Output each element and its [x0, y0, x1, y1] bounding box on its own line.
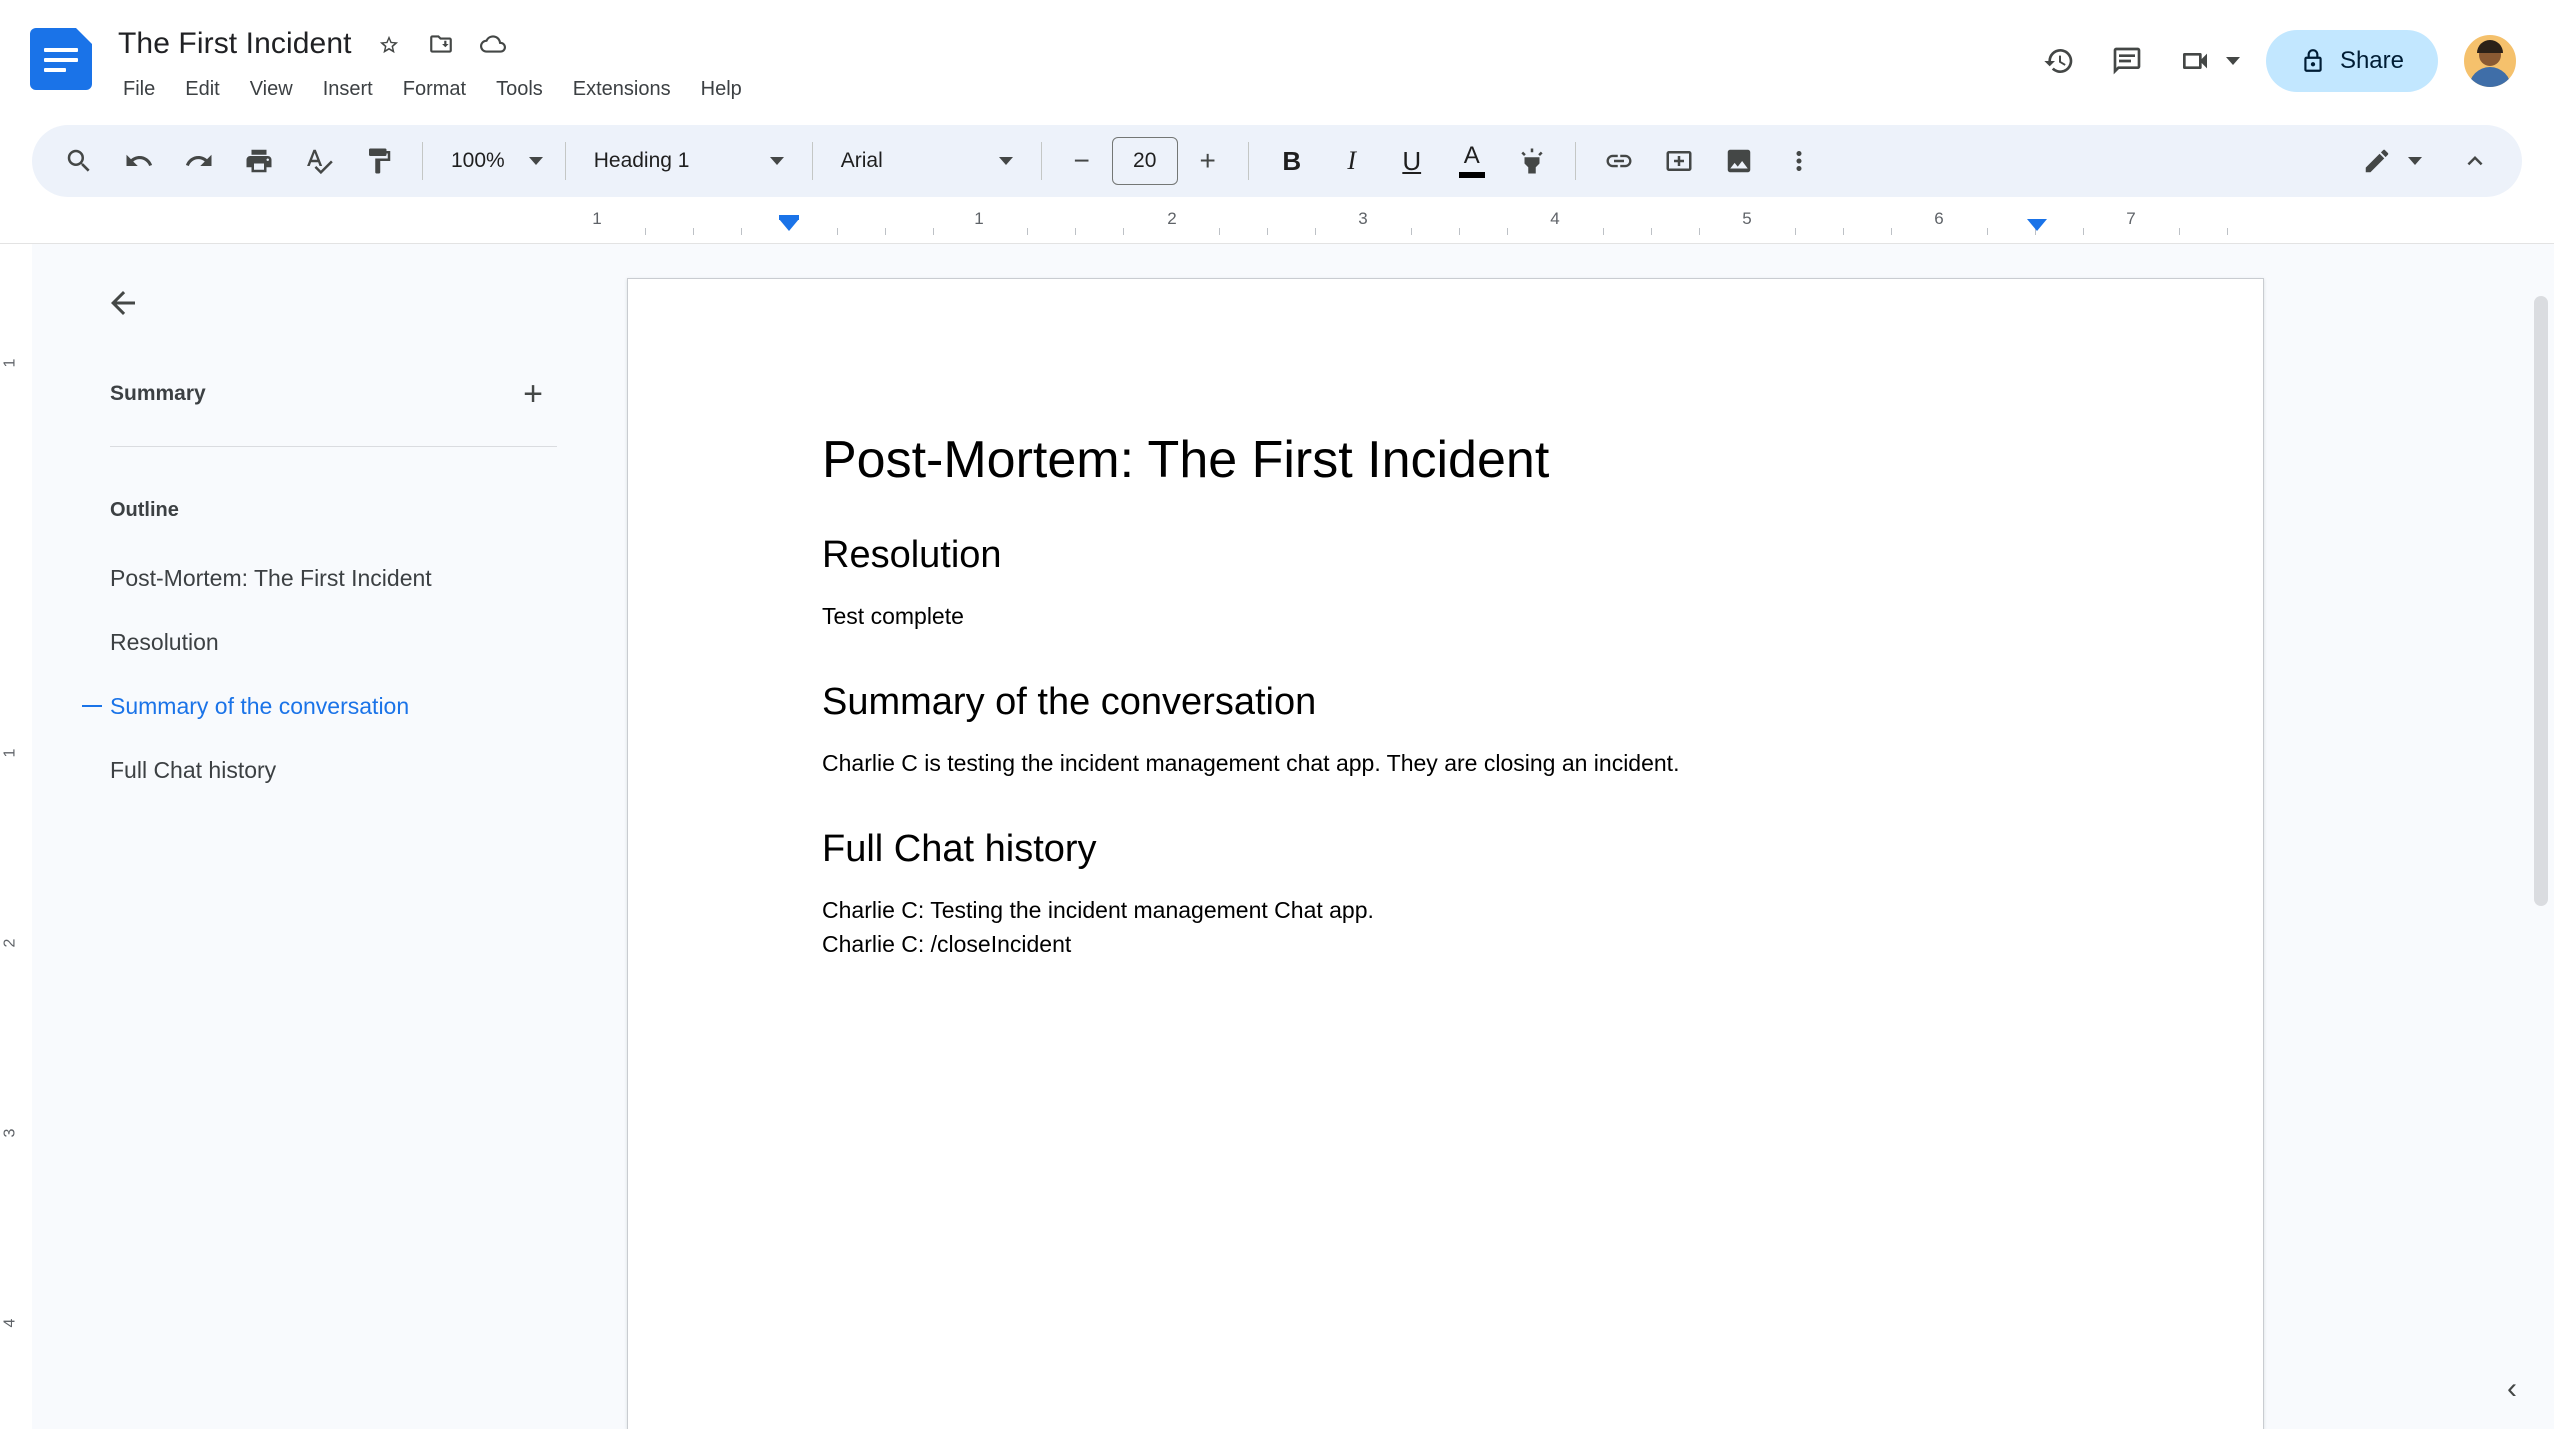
- menu-tools[interactable]: Tools: [496, 78, 543, 100]
- ruler-tick: [1075, 228, 1076, 235]
- redo-icon[interactable]: [170, 132, 228, 190]
- editing-mode-group: [2348, 132, 2422, 190]
- chevron-down-icon: [770, 157, 784, 165]
- section-heading[interactable]: Full Chat history: [822, 827, 1097, 870]
- active-outline-dash-icon: [82, 705, 102, 707]
- print-icon[interactable]: [230, 132, 288, 190]
- summary-row: [110, 370, 557, 418]
- ruler-tick: [693, 228, 694, 235]
- decrease-font-size-button[interactable]: −: [1073, 145, 1090, 176]
- ruler-tick: [1843, 228, 1844, 235]
- doc-title[interactable]: The First Incident: [118, 27, 352, 60]
- meet-dropdown-icon[interactable]: [2226, 57, 2240, 65]
- avatar-body: [2469, 67, 2511, 89]
- paint-format-icon[interactable]: [350, 132, 408, 190]
- toolbar-wrapper: [0, 125, 2554, 207]
- comment-history-icon[interactable]: [2096, 30, 2158, 92]
- meet-icon[interactable]: [2164, 30, 2226, 92]
- increase-font-size-button[interactable]: +: [1199, 145, 1216, 176]
- summary-divider: [110, 446, 557, 447]
- back-arrow-icon[interactable]: [98, 278, 148, 328]
- font-family-selector[interactable]: [827, 135, 1027, 187]
- highlight-pen-icon[interactable]: [1503, 132, 1561, 190]
- vertical-scrollbar[interactable]: [2534, 244, 2548, 1429]
- menu-bar: [108, 72, 2028, 107]
- section-paragraph[interactable]: Charlie C: /closeIncident: [822, 930, 1072, 957]
- vruler-number: 2: [1, 938, 19, 948]
- user-avatar[interactable]: [2462, 33, 2518, 89]
- horizontal-ruler[interactable]: [0, 207, 2554, 243]
- vruler-number: 4: [1, 1318, 19, 1328]
- title-block: [118, 22, 2028, 107]
- title-row: [118, 22, 2028, 66]
- italic-button[interactable]: I: [1347, 146, 1357, 175]
- toolbar-divider-2: [565, 142, 566, 180]
- ruler-tick: [1891, 228, 1892, 235]
- outline-pane: [32, 244, 592, 1429]
- outline-item-label: Full Chat history: [110, 756, 277, 783]
- ruler-tick: [933, 228, 934, 235]
- font-size-input[interactable]: 20: [1112, 137, 1178, 185]
- zoom-selector[interactable]: [437, 135, 551, 187]
- vruler-number: 1: [1, 358, 19, 368]
- docs-logo-lines: [44, 48, 78, 78]
- document-page[interactable]: [627, 278, 2264, 1429]
- menu-view[interactable]: View: [249, 78, 293, 100]
- toolbar-divider-5: [1248, 142, 1249, 180]
- document-section: [822, 680, 2083, 781]
- outline-item-label: Summary of the conversation: [110, 692, 410, 719]
- google-docs-icon[interactable]: [30, 28, 92, 90]
- menu-extensions[interactable]: Extensions: [572, 78, 671, 100]
- text-color-label: A: [1463, 142, 1480, 169]
- font-size-stepper: [1062, 137, 1228, 185]
- ruler-tick: [1219, 228, 1220, 235]
- outline-label: Outline: [110, 499, 179, 521]
- scrollbar-thumb[interactable]: [2534, 296, 2548, 906]
- ruler-tick: [1411, 228, 1412, 235]
- ruler-tick: [1699, 228, 1700, 235]
- summary-label: Summary: [110, 382, 206, 405]
- spellcheck-icon[interactable]: [290, 132, 348, 190]
- ruler-number: 7: [2126, 209, 2136, 228]
- top-bar: [0, 0, 2554, 125]
- vruler-number: 1: [1, 748, 19, 758]
- chevron-down-icon: [529, 157, 543, 165]
- ruler-number: 5: [1742, 209, 1752, 228]
- ruler-number: 1: [974, 209, 984, 228]
- left-indent-marker[interactable]: [779, 219, 799, 231]
- ruler-tick: [1315, 228, 1316, 235]
- ruler-tick: [741, 228, 742, 235]
- paragraph-style-selector[interactable]: [580, 135, 798, 187]
- add-summary-button[interactable]: +: [523, 375, 543, 413]
- document-section: [822, 533, 2083, 634]
- ruler-number: 2: [1167, 209, 1177, 228]
- search-icon[interactable]: [50, 132, 108, 190]
- vruler-number: 3: [1, 1128, 19, 1138]
- section-paragraph[interactable]: Charlie C is testing the incident management chat app. They are closing an incident.: [822, 750, 1680, 777]
- menu-help[interactable]: Help: [700, 78, 742, 100]
- toolbar-divider-1: [422, 142, 423, 180]
- insert-image-icon[interactable]: [1710, 132, 1768, 190]
- avatar-hair: [2477, 40, 2503, 53]
- share-label: Share: [2339, 47, 2404, 74]
- menu-insert[interactable]: Insert: [322, 78, 373, 100]
- outline-item-label: Resolution: [110, 628, 219, 655]
- ruler-tick: [1987, 228, 1988, 235]
- chevron-down-icon[interactable]: [2408, 157, 2422, 165]
- ruler-tick: [1027, 228, 1028, 235]
- zoom-value: 100%: [451, 149, 505, 172]
- ruler-number: 6: [1934, 209, 1944, 228]
- lock-icon: [2300, 48, 2326, 74]
- text-color-button[interactable]: [1443, 132, 1501, 190]
- undo-icon[interactable]: [110, 132, 168, 190]
- ruler-number: 4: [1550, 209, 1560, 228]
- document-section: [822, 827, 2083, 961]
- ruler-tick: [1651, 228, 1652, 235]
- insert-link-icon[interactable]: [1590, 132, 1648, 190]
- paragraph-style-value: Heading 1: [593, 149, 690, 172]
- ruler-tick: [1267, 228, 1268, 235]
- ruler-tick: [2227, 228, 2228, 235]
- document-title-heading[interactable]: Post-Mortem: The First Incident: [822, 431, 1550, 489]
- ruler-tick: [1459, 228, 1460, 235]
- header-actions: [2028, 30, 2518, 92]
- document-canvas[interactable]: [592, 244, 2554, 1429]
- toolbar: [32, 125, 2522, 197]
- outline-item-post-mortem[interactable]: [32, 546, 592, 610]
- font-family-value: Arial: [840, 149, 883, 172]
- toolbar-divider-3: [812, 142, 813, 180]
- ruler-tick: [1507, 228, 1508, 235]
- ruler-inner: [0, 207, 2554, 243]
- more-options-icon[interactable]: [1770, 132, 1828, 190]
- share-button[interactable]: [2266, 30, 2438, 92]
- move-to-folder-icon[interactable]: [426, 29, 456, 59]
- outline-item-full-chat-history[interactable]: [32, 738, 592, 802]
- outline-list: [32, 546, 592, 802]
- section-paragraph[interactable]: Charlie C: Testing the incident management Chat app.: [822, 897, 1374, 924]
- version-history-icon[interactable]: [2028, 30, 2090, 92]
- edit-pencil-icon[interactable]: [2348, 132, 2406, 190]
- menu-file[interactable]: File: [123, 78, 156, 100]
- ruler-tick: [837, 228, 838, 235]
- outline-item-resolution[interactable]: [32, 610, 592, 674]
- section-paragraph[interactable]: Test complete: [822, 603, 964, 630]
- ruler-tick: [2179, 228, 2180, 235]
- star-icon[interactable]: [374, 29, 404, 59]
- ruler-tick: [885, 228, 886, 235]
- expand-side-panel-icon[interactable]: ‹: [2507, 1372, 2517, 1405]
- toolbar-divider-6: [1575, 142, 1576, 180]
- text-color-swatch: [1459, 172, 1485, 178]
- collapse-toolbar-icon[interactable]: [2446, 132, 2504, 190]
- ruler-tick: [1603, 228, 1604, 235]
- vertical-ruler: [0, 244, 32, 1429]
- outline-item-label: Post-Mortem: The First Incident: [110, 564, 432, 591]
- section-heading[interactable]: Summary of the conversation: [822, 680, 1317, 723]
- ruler-number: 1: [592, 209, 602, 228]
- workspace: [0, 243, 2554, 1429]
- ruler-tick: [1123, 228, 1124, 235]
- menu-edit[interactable]: Edit: [185, 78, 220, 100]
- page-content[interactable]: [628, 279, 2263, 961]
- ruler-number: 3: [1358, 209, 1368, 228]
- outline-item-summary-of-the-conversation[interactable]: [32, 674, 592, 738]
- right-indent-marker[interactable]: [2027, 219, 2047, 231]
- bold-button[interactable]: B: [1282, 145, 1302, 176]
- underline-button[interactable]: U: [1402, 145, 1422, 176]
- ruler-tick: [2083, 228, 2084, 235]
- toolbar-divider-4: [1041, 142, 1042, 180]
- cloud-saved-icon[interactable]: [478, 29, 508, 59]
- ruler-tick: [1795, 228, 1796, 235]
- section-heading[interactable]: Resolution: [822, 533, 1002, 576]
- menu-format[interactable]: Format: [402, 78, 467, 100]
- ruler-tick: [645, 228, 646, 235]
- add-comment-icon[interactable]: [1650, 132, 1708, 190]
- chevron-down-icon: [999, 157, 1013, 165]
